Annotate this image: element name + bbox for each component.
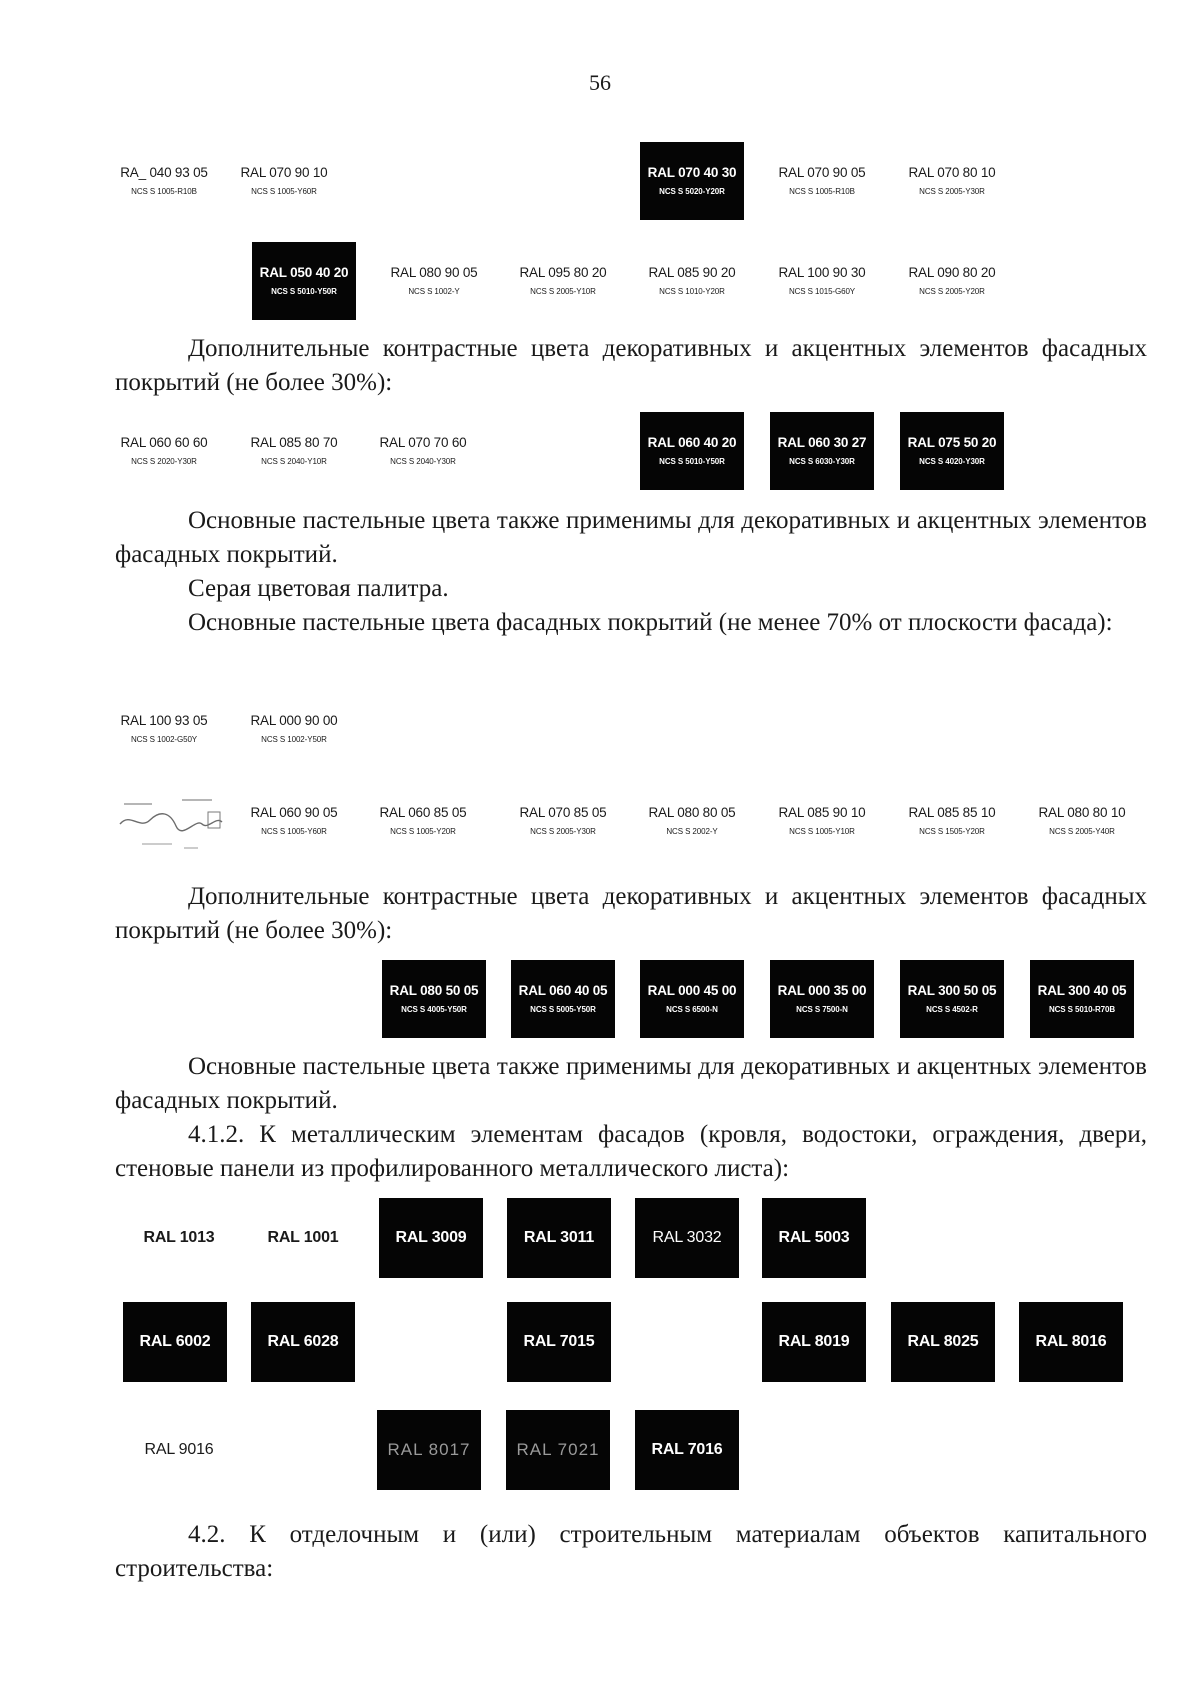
swatch: RAL 080 80 05 NCS S 2002-Y xyxy=(648,805,736,836)
swatch-row-1 xyxy=(0,142,1200,222)
swatch: RA_ 040 93 05 NCS S 1005-R10B xyxy=(120,165,208,196)
metal-swatch: RAL 7015 xyxy=(507,1302,611,1382)
metal-row-2 xyxy=(0,1302,1200,1382)
swatch-row-2 xyxy=(0,242,1200,322)
swatch-row-5 xyxy=(0,782,1200,862)
swatch: RAL 075 50 20 NCS S 4020-Y30R xyxy=(900,412,1004,490)
metal-swatch: RAL 7021 xyxy=(506,1410,610,1490)
swatch: RAL 060 40 20 NCS S 5010-Y50R xyxy=(640,412,744,490)
paragraph: Основные пастельные цвета также применимы для декоративных и акцентных элементов фасадных покрытий. xyxy=(115,507,1147,568)
swatch: RAL 100 90 30 NCS S 1015-G60Y xyxy=(778,265,866,296)
swatch: RAL 050 40 20 NCS S 5010-Y50R xyxy=(252,242,356,320)
metal-swatch: RAL 7016 xyxy=(635,1410,739,1490)
swatch: RAL 060 90 05 NCS S 1005-Y60R xyxy=(250,805,338,836)
swatch: RAL 060 85 05 NCS S 1005-Y20R xyxy=(379,805,467,836)
swatch: RAL 085 90 10 NCS S 1005-Y10R xyxy=(778,805,866,836)
paragraph: 4.2. К отделочным и (или) строительным материалам объектов капитального строительства: xyxy=(115,1521,1147,1582)
swatch: RAL 080 50 05 NCS S 4005-Y50R xyxy=(382,960,486,1038)
swatch-row-6 xyxy=(0,960,1200,1040)
swatch: RAL 080 80 10 NCS S 2005-Y40R xyxy=(1038,805,1126,836)
paragraph: Серая цветовая палитра. xyxy=(188,575,449,602)
metal-swatch: RAL 9016 xyxy=(144,1441,214,1458)
metal-swatch: RAL 3011 xyxy=(507,1198,611,1278)
swatch: RAL 300 40 05 NCS S 5010-R70B xyxy=(1030,960,1134,1038)
paragraph: 4.1.2. К металлическим элементам фасадов (кровля, водостоки, ограждения, двери, стеновые панели из профилированного металлического листа): xyxy=(115,1121,1147,1182)
swatch: RAL 085 85 10 NCS S 1505-Y20R xyxy=(908,805,996,836)
swatch: RAL 060 40 05 NCS S 5005-Y50R xyxy=(511,960,615,1038)
swatch: RAL 080 90 05 NCS S 1002-Y xyxy=(390,265,478,296)
paragraph: Дополнительные контрастные цвета декоративных и акцентных элементов фасадных покрытий (не более 30%): xyxy=(115,335,1147,396)
metal-swatch: RAL 8019 xyxy=(762,1302,866,1382)
swatch-row-4 xyxy=(0,690,1200,770)
swatch: RAL 000 45 00 NCS S 6500-N xyxy=(640,960,744,1038)
metal-swatch: RAL 8025 xyxy=(891,1302,995,1382)
swatch: RAL 070 80 10 NCS S 2005-Y30R xyxy=(908,165,996,196)
swatch: RAL 095 80 20 NCS S 2005-Y10R xyxy=(519,265,607,296)
paragraph: Основные пастельные цвета также применимы для декоративных и акцентных элементов фасадных покрытий. xyxy=(115,1053,1147,1114)
swatch: RAL 070 70 60 NCS S 2040-Y30R xyxy=(379,435,467,466)
swatch: RAL 085 90 20 NCS S 1010-Y20R xyxy=(648,265,736,296)
swatch: RAL 070 90 05 NCS S 1005-R10B xyxy=(778,165,866,196)
paragraph: Дополнительные контрастные цвета декоративных и акцентных элементов фасадных покрытий (не более 30%): xyxy=(115,883,1147,944)
swatch: RAL 070 85 05 NCS S 2005-Y30R xyxy=(519,805,607,836)
page-number: 56 xyxy=(589,70,611,95)
swatch: RAL 000 90 00 NCS S 1002-Y50R xyxy=(250,713,338,744)
swatch: RAL 060 30 27 NCS S 6030-Y30R xyxy=(770,412,874,490)
smudged-swatch-icon xyxy=(112,782,230,862)
swatch: RAL 090 80 20 NCS S 2005-Y20R xyxy=(908,265,996,296)
swatch-row-3 xyxy=(0,412,1200,492)
metal-swatch: RAL 5003 xyxy=(762,1198,866,1278)
swatch: RAL 000 35 00 NCS S 7500-N xyxy=(770,960,874,1038)
metal-swatch: RAL 3032 xyxy=(635,1198,739,1278)
swatch: RAL 070 90 10 NCS S 1005-Y60R xyxy=(240,165,328,196)
paragraph: Основные пастельные цвета фасадных покрытий (не менее 70% от плоскости фасада): xyxy=(188,609,1113,636)
metal-swatch: RAL 8016 xyxy=(1019,1302,1123,1382)
metal-swatch: RAL 3009 xyxy=(379,1198,483,1278)
swatch: RAL 085 80 70 NCS S 2040-Y10R xyxy=(250,435,338,466)
metal-swatch: RAL 1013 xyxy=(143,1229,215,1246)
swatch: RAL 300 50 05 NCS S 4502-R xyxy=(900,960,1004,1038)
metal-swatch: RAL 1001 xyxy=(267,1229,339,1246)
metal-swatch: RAL 6028 xyxy=(251,1302,355,1382)
metal-swatch: RAL 6002 xyxy=(123,1302,227,1382)
swatch: RAL 100 93 05 NCS S 1002-G50Y xyxy=(120,713,208,744)
metal-row-1 xyxy=(0,1198,1200,1278)
swatch: RAL 060 60 60 NCS S 2020-Y30R xyxy=(120,435,208,466)
swatch: RAL 070 40 30 NCS S 5020-Y20R xyxy=(640,142,744,220)
metal-row-3 xyxy=(0,1410,1200,1490)
metal-swatch: RAL 8017 xyxy=(377,1410,481,1490)
